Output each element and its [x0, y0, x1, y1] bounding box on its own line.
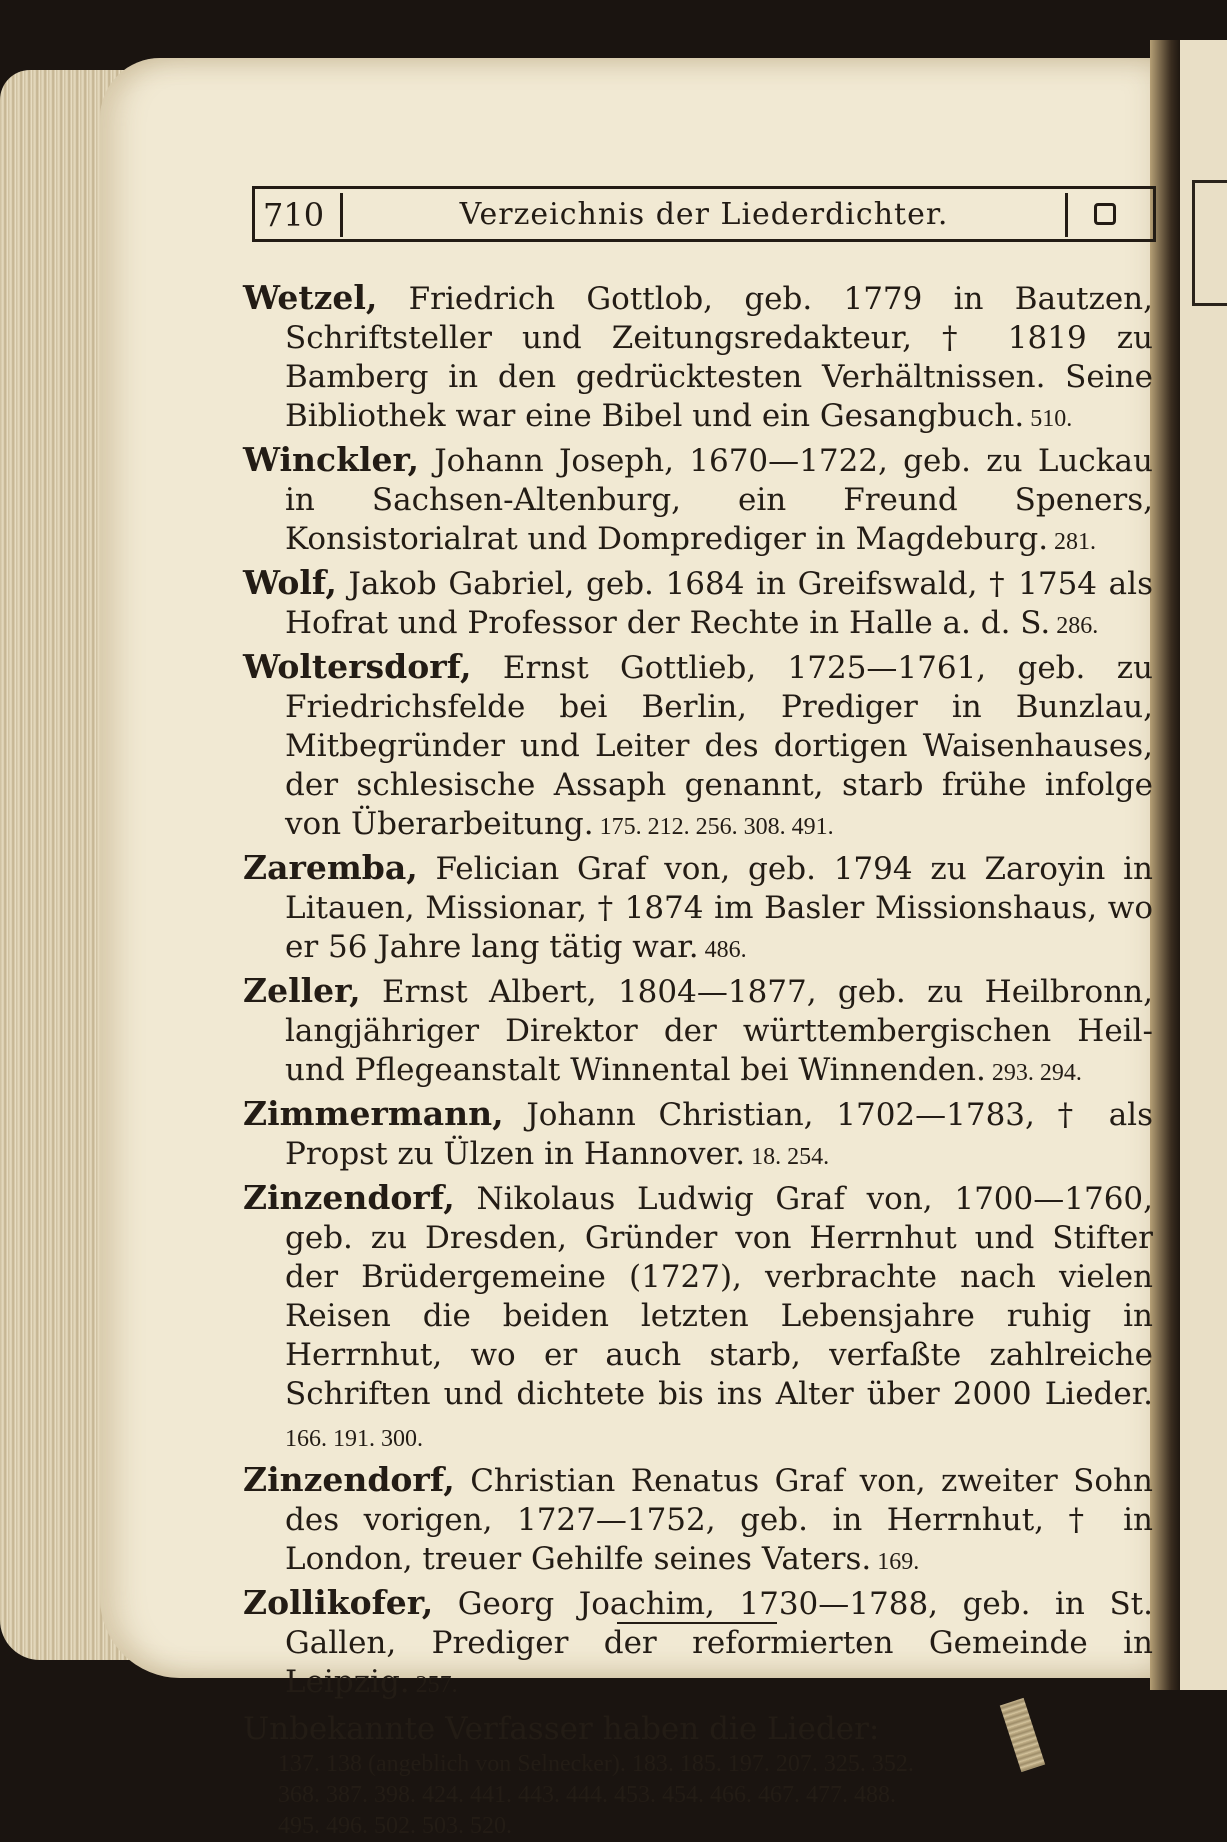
entry	[243, 848, 1153, 970]
entry	[243, 1178, 1153, 1459]
entry-name: Zeller,	[243, 971, 361, 1010]
entry-name: Zimmermann,	[243, 1094, 504, 1133]
entry-refs: 175. 212. 256. 308. 491.	[593, 814, 834, 840]
entry	[243, 1460, 1153, 1582]
entry-name: Woltersdorf,	[243, 647, 472, 686]
entry-refs: 257.	[409, 1672, 458, 1698]
unknown-list-line: 368. 387. 398. 424. 441. 443. 444. 453. 454. 466. 467. 477. 488.	[278, 1782, 896, 1808]
entry	[243, 440, 1153, 562]
entry-name: Wetzel,	[243, 278, 378, 317]
entry-text: Johann Joseph, 1670—1722, geb. zu Luckau in Sachsen-Altenburg, ein Freund Speners, Konsistorialrat und Domprediger in Magdeburg.	[285, 443, 1153, 557]
entry	[243, 971, 1153, 1093]
entry-text: Nikolaus Ludwig Graf von, 1700—1760, geb. zu Dresden, Gründer von Herrnhut und Stifter der Brüdergemeine (1727), verbrachte nach vielen Reisen die beiden letzten Lebensjahre ruhig in Herrnhut, wo er auch starb, verfaßte zahlreiche Schriften und dichtete bis ins Alter über 2000 Lieder.	[285, 1181, 1153, 1412]
facing-page-edge	[1180, 40, 1227, 1690]
entry	[243, 647, 1153, 847]
entry	[243, 278, 1153, 439]
entry-name: Zaremba,	[243, 848, 418, 887]
entry	[243, 563, 1153, 646]
entry	[243, 1583, 1153, 1705]
entry-text: Ernst Albert, 1804—1877, geb. zu Heilbronn, langjähriger Direktor der württembergischen Heil- und Pflegeanstalt Winnental bei Winnenden.	[285, 974, 1153, 1088]
unknown-authors-heading: Unbekannte Verfasser haben die Lieder:	[243, 1711, 880, 1747]
entry-refs: 486.	[698, 937, 747, 963]
entry-refs: 293. 294.	[985, 1060, 1082, 1086]
entry-text: Friedrich Gottlob, geb. 1779 in Bautzen, Schriftsteller und Zeitungsredakteur, † 1819 zu Bamberg in den gedrücktesten Verhältnissen. Seine Bibliothek war eine Bibel und ein Gesangbuch.	[285, 281, 1153, 434]
entry-name: Wolf,	[243, 563, 337, 602]
entry-text: Jakob Gabriel, geb. 1684 in Greifswald, † 1754 als Hofrat und Professor der Rechte in Halle a. d. S.	[285, 566, 1153, 641]
entry-text: Johann Christian, 1702—1783, † als Propst zu Ülzen in Hannover.	[285, 1097, 1153, 1172]
entry-refs: 166. 191. 300.	[285, 1426, 423, 1452]
unknown-list-line: 495. 496. 502. 503. 520.	[278, 1813, 512, 1839]
end-rule	[617, 1622, 777, 1624]
entry-text: Christian Renatus Graf von, zweiter Sohn des vorigen, 1727—1752, geb. in Herrnhut, † in London, treuer Gehilfe seines Vaters.	[285, 1463, 1153, 1577]
square-ornament-icon	[1094, 203, 1116, 225]
page-number: 710	[263, 193, 343, 237]
entry-refs: 281.	[1048, 529, 1097, 555]
entry-name: Zinzendorf,	[243, 1178, 455, 1217]
unknown-authors-list	[243, 1749, 1153, 1842]
entry-text: Felician Graf von, geb. 1794 zu Zaroyin in Litauen, Missionar, † 1874 im Basler Missionshaus, wo er 56 Jahre lang tätig war.	[285, 851, 1153, 965]
entry-list	[243, 278, 1153, 1842]
entry-refs: 286.	[1050, 613, 1099, 639]
entry-text: Georg Joachim, 1730—1788, geb. in St. Gallen, Prediger der reformierten Gemeinde in Leipzig.	[285, 1586, 1153, 1700]
entry-name: Winckler,	[243, 440, 419, 479]
running-header	[252, 186, 1156, 242]
entry-refs: 18. 254.	[745, 1144, 830, 1170]
unknown-list-line: 137. 138 (angeblich von Selnecker). 183. 185. 197. 207. 325. 352.	[278, 1751, 914, 1777]
entry-text: Ernst Gottlieb, 1725—1761, geb. zu Friedrichsfelde bei Berlin, Prediger in Bunzlau, Mitbegründer und Leiter des dortigen Waisenhauses, der schlesische Assaph genannt, starb frühe infolge von Überarbeitung.	[285, 650, 1153, 842]
facing-page-header-fragment	[1192, 180, 1227, 306]
entry-refs: 169.	[871, 1549, 920, 1575]
page-title: Verzeichnis der Liederdichter.	[459, 197, 949, 232]
entry-refs: 510.	[1024, 406, 1073, 432]
entry-name: Zinzendorf,	[243, 1460, 455, 1499]
entry-name: Zollikofer,	[243, 1583, 434, 1622]
entry	[243, 1094, 1153, 1177]
header-ornament	[1065, 193, 1145, 237]
